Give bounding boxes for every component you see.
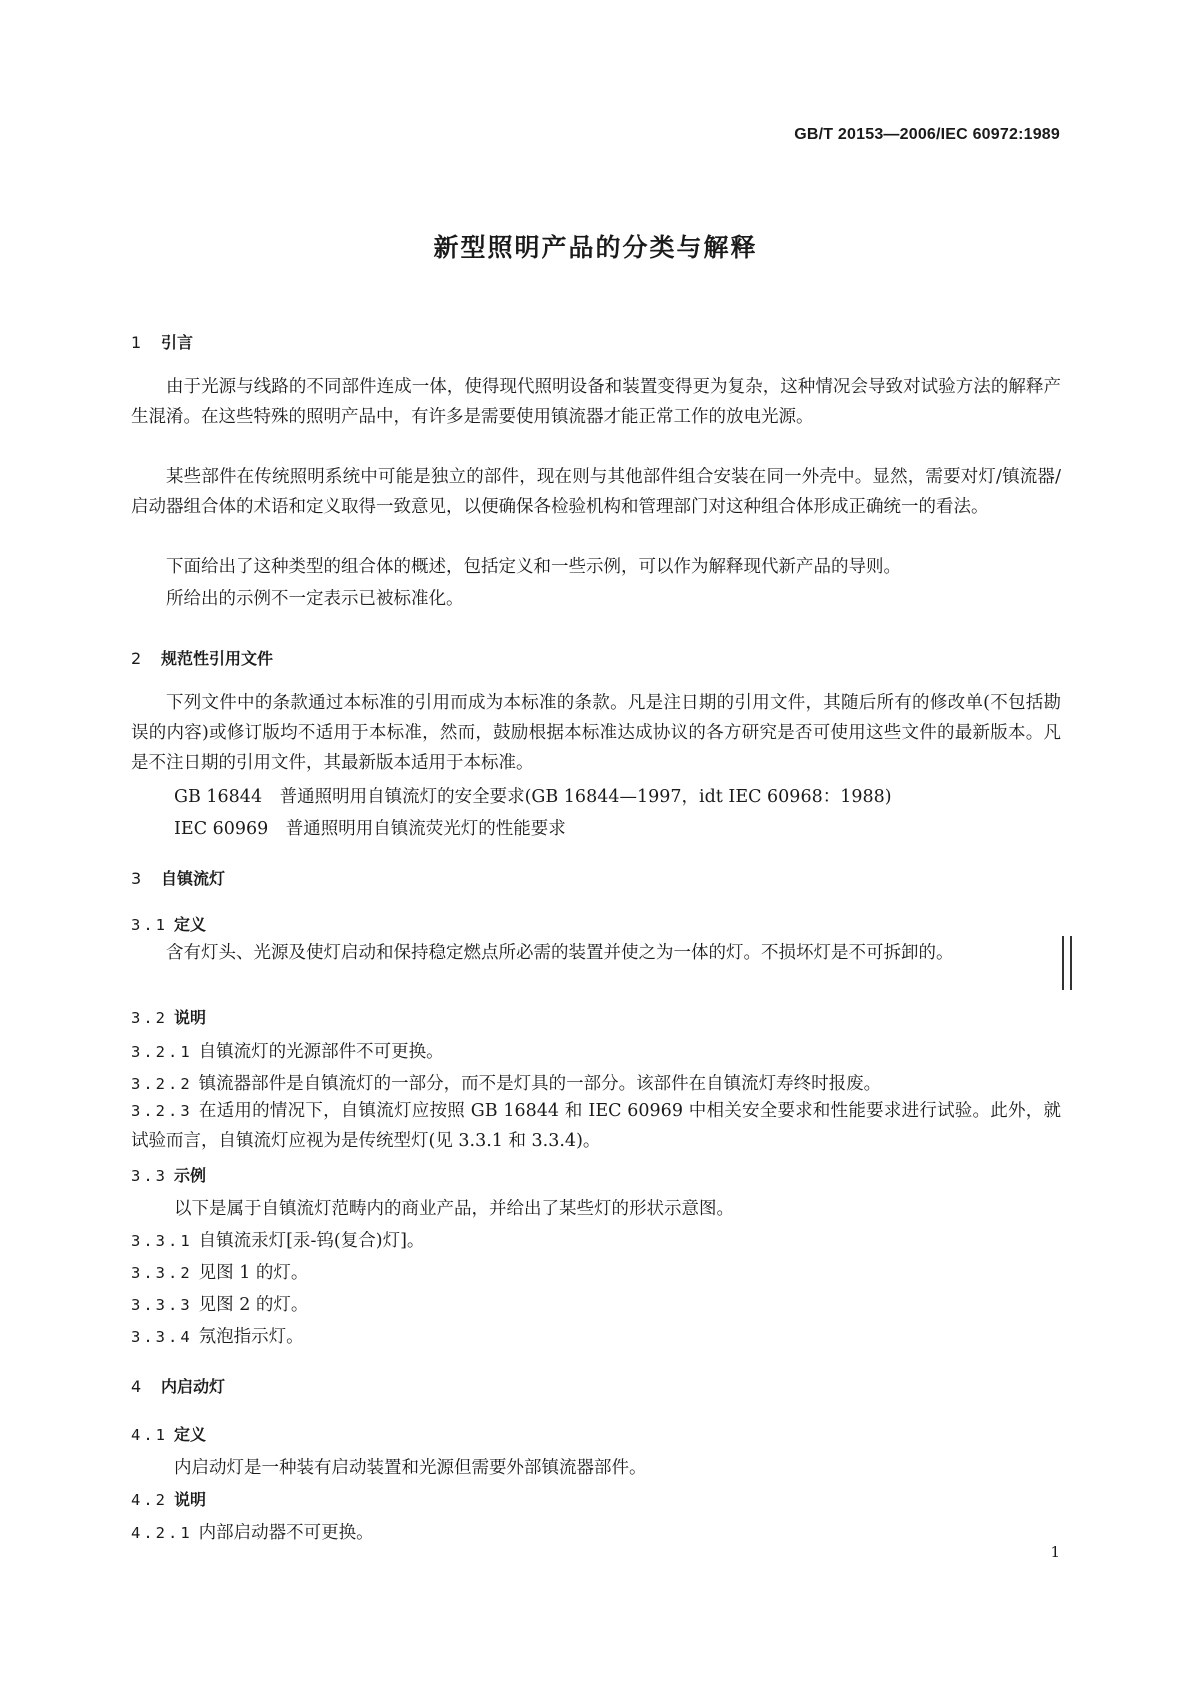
- clause-text: 在适用的情况下，自镇流灯应按照 GB 16844 和 IEC 60969 中相关安全要求和性能要求进行试验。此外，就试验而言，自镇流灯应视为是传统型灯(见 3.3.1 和 3.3.4)。: [131, 1101, 1061, 1151]
- section-number: 3: [131, 869, 142, 888]
- clause-text: 氖泡指示灯。: [198, 1327, 304, 1347]
- section-title: 规范性引用文件: [161, 649, 274, 668]
- clause-3-2-3: [131, 1096, 1061, 1156]
- paragraph: 所给出的示例不一定表示已被标准化。: [166, 589, 464, 609]
- paragraph: 某些部件在传统照明系统中可能是独立的部件，现在则与其他部件组合安装在同一外壳中。显然，需要对灯/镇流器/启动器组合体的术语和定义取得一致意见，以便确保各检验机构和管理部门对这种组合体形成正确统一的看法。: [131, 467, 1061, 517]
- clause-number: 3.3.1: [131, 1232, 193, 1250]
- clause-3-3-2: [131, 1259, 308, 1284]
- clause-3-3-3: [131, 1291, 308, 1316]
- clause-3-2-1: [131, 1038, 444, 1063]
- clause-number: 3.2.3: [131, 1102, 193, 1120]
- clause-number: 4.2.1: [131, 1524, 193, 1542]
- clause-number: 3.3.3: [131, 1296, 193, 1314]
- subsection-3-3-heading: [131, 1163, 206, 1186]
- subsection-number: 3.1: [131, 916, 168, 934]
- clause-number: 3.2.2: [131, 1075, 193, 1093]
- section-number: 2: [131, 649, 142, 668]
- subsection-4-1-heading: [131, 1422, 206, 1445]
- page-title: 新型照明产品的分类与解释: [433, 233, 758, 262]
- paragraph: 下列文件中的条款通过本标准的引用而成为本标准的条款。凡是注日期的引用文件，其随后所有的修改单(不包括勘误的内容)或修订版均不适用于本标准，然而，鼓励根据本标准达成协议的各方研究是否可使用这些文件的最新版本。凡是不注日期的引用文件，其最新版本适用于本标准。: [131, 693, 1061, 773]
- subsection-title: 定义: [174, 915, 207, 934]
- clause-text: 见图 1 的灯。: [198, 1263, 309, 1283]
- paragraph: 由于光源与线路的不同部件连成一体，使得现代照明设备和装置变得更为复杂，这种情况会导致对试验方法的解释产生混淆。在这些特殊的照明产品中，有许多是需要使用镇流器才能正常工作的放电光源。: [131, 377, 1061, 427]
- clause-text: 自镇流灯的光源部件不可更换。: [198, 1042, 444, 1062]
- paragraph: 含有灯头、光源及使灯启动和保持稳定燃点所必需的装置并使之为一体的灯。不损坏灯是不可拆卸的。: [166, 943, 954, 963]
- clause-text: 见图 2 的灯。: [198, 1295, 309, 1315]
- reference-iec60969: IEC 60969 普通照明用自镇流荧光灯的性能要求: [174, 819, 566, 839]
- subsection-number: 4.1: [131, 1426, 168, 1444]
- section-number: 4: [131, 1377, 142, 1396]
- clause-text: 自镇流汞灯[汞-钨(复合)灯]。: [198, 1231, 425, 1251]
- section-number: 1: [131, 333, 142, 352]
- clause-3-3-4: [131, 1323, 304, 1348]
- subsection-number: 3.2: [131, 1009, 168, 1027]
- section-title: 自镇流灯: [161, 869, 226, 888]
- clause-text: 镇流器部件是自镇流灯的一部分，而不是灯具的一部分。该部件在自镇流灯寿终时报废。: [198, 1074, 882, 1094]
- subsection-3-1-heading: [131, 912, 206, 935]
- change-bar: [1062, 936, 1072, 990]
- subsection-number: 4.2: [131, 1491, 168, 1509]
- paragraph: 以下是属于自镇流灯范畴内的商业产品，并给出了某些灯的形状示意图。: [174, 1199, 734, 1219]
- standard-number: GB/T 20153—2006/IEC 60972:1989: [794, 126, 1060, 143]
- page-number: 1: [1050, 1543, 1060, 1561]
- section-2-heading: [131, 646, 273, 669]
- subsection-title: 说明: [174, 1490, 207, 1509]
- clause-text: 内部启动器不可更换。: [198, 1523, 374, 1543]
- subsection-4-2-heading: [131, 1487, 206, 1510]
- section-3-heading: [131, 866, 225, 889]
- section-1-heading: [131, 330, 193, 353]
- reference-gb16844: GB 16844 普通照明用自镇流灯的安全要求(GB 16844—1997，idt IEC 60968：1988): [174, 787, 892, 807]
- clause-number: 3.3.2: [131, 1264, 193, 1282]
- section-4-heading: [131, 1374, 225, 1397]
- subsection-3-2-heading: [131, 1005, 206, 1028]
- subsection-title: 示例: [174, 1166, 207, 1185]
- clause-3-3-1: [131, 1227, 424, 1252]
- section-title: 内启动灯: [161, 1377, 226, 1396]
- paragraph: 下面给出了这种类型的组合体的概述，包括定义和一些示例，可以作为解释现代新产品的导则。: [166, 557, 901, 577]
- subsection-number: 3.3: [131, 1167, 168, 1185]
- clause-number: 3.2.1: [131, 1043, 193, 1061]
- clause-4-2-1: [131, 1519, 374, 1544]
- section-title: 引言: [161, 333, 194, 352]
- clause-3-2-2: [131, 1070, 881, 1095]
- clause-number: 3.3.4: [131, 1328, 193, 1346]
- subsection-title: 说明: [174, 1008, 207, 1027]
- paragraph: 内启动灯是一种装有启动装置和光源但需要外部镇流器部件。: [174, 1458, 647, 1478]
- subsection-title: 定义: [174, 1425, 207, 1444]
